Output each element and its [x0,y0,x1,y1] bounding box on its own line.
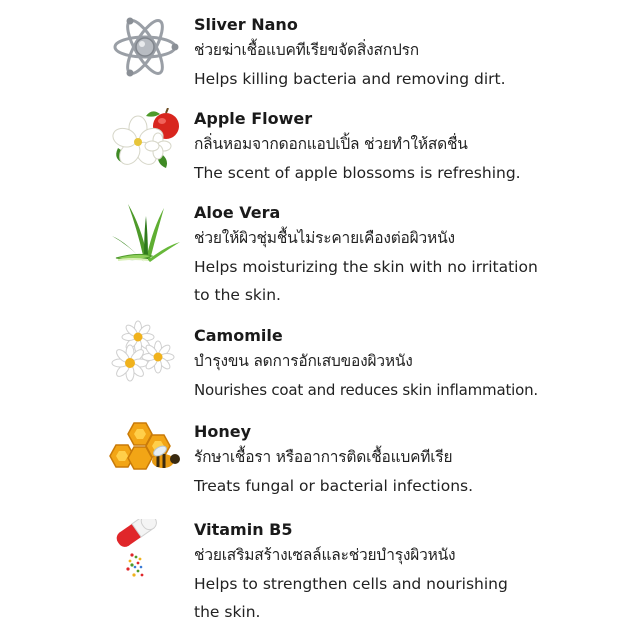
ingredient-text [194,202,634,310]
ingredient-thai-description: ช่วยเสริมสร้างเซลล์และช่วยบำรุงผิวหนัง [194,546,456,564]
ingredient-name: Camomile [194,326,283,345]
ingredient-english-description: the skin. [194,603,261,621]
ingredient-thai-description: ช่วยให้ผิวชุ่มชื้นไม่ระคายเคืองต่อผิวหนัง [194,229,455,247]
ingredient-thai-description: บำรุงขน ลดการอักเสบของผิวหนัง [194,352,413,370]
ingredient-english-description: Helps moisturizing the skin with no irritation [194,257,538,276]
honeycomb-bee-icon [108,417,182,483]
ingredient-text [194,14,634,93]
ingredient-thai-description: รักษาเชื้อรา หรืออาการติดเชื้อแบคทีเรีย [194,448,453,466]
ingredient-english-description: Helps killing bacteria and removing dirt. [194,69,506,88]
ingredient-english-description: Treats fungal or bacterial infections. [194,476,474,495]
ingredient-thai-description: กลิ่นหอมจากดอกแอปเปิ้ล ช่วยทำให้สดชื่น [194,135,468,153]
ingredient-name: Aloe Vera [194,203,281,222]
ingredient-name: Apple Flower [194,109,313,128]
ingredient-text [194,108,634,187]
ingredient-english-description: to the skin. [194,286,281,304]
ingredient-name: Honey [194,422,252,441]
camomile-flower-icon [108,319,182,385]
ingredient-text [194,325,634,404]
ingredient-name: Sliver Nano [194,15,298,34]
ingredient-english-description: Nourishes coat and reduces skin inflammation. [194,380,538,399]
ingredient-english-description: The scent of apple blossoms is refreshing. [194,163,521,182]
ingredient-text [194,421,634,500]
aloe-vera-icon [108,202,182,268]
vitamin-capsule-icon [108,519,182,585]
ingredient-thai-description: ช่วยฆ่าเชื้อแบคทีเรียขจัดสิ่งสกปรก [194,41,419,59]
ingredient-text [194,519,634,627]
atom-icon [108,14,182,80]
ingredient-name: Vitamin B5 [194,520,293,539]
ingredient-english-description: Helps to strengthen cells and nourishing [194,574,508,593]
apple-flower-icon [108,108,182,174]
